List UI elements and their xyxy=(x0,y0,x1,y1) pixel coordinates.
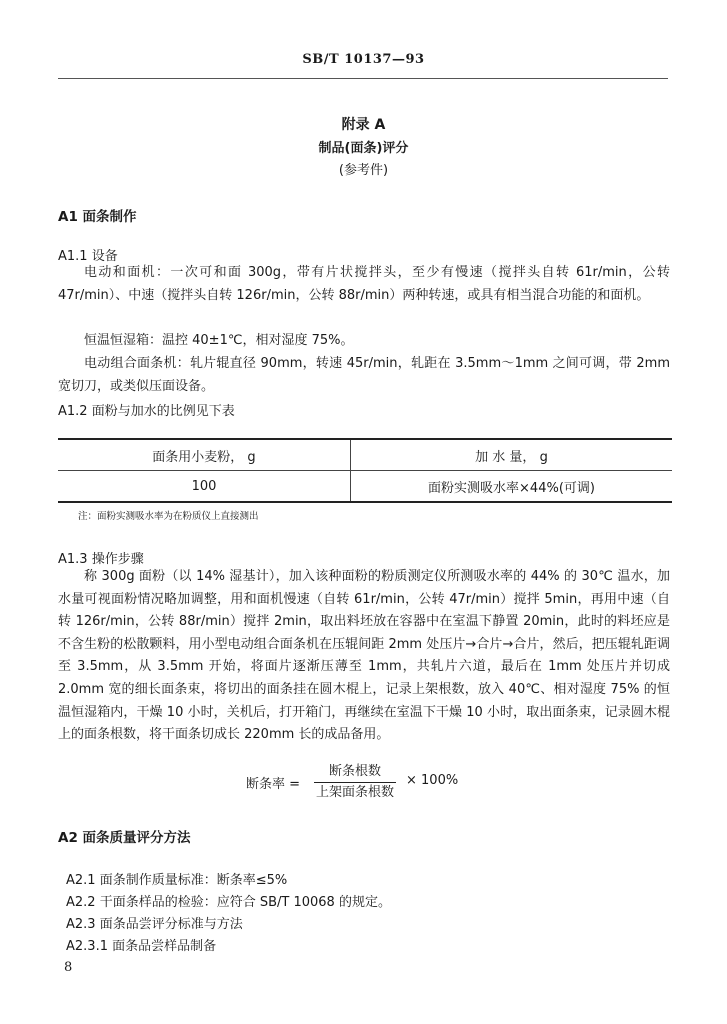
appendix-title: 附录 A xyxy=(341,117,386,133)
a1-1-humidity-paragraph: 恒温恒湿箱：温控 40±1℃，相对湿度 75%。 xyxy=(84,333,354,348)
formula-denominator: 上架面条根数 xyxy=(315,785,394,800)
table-note: 注：面粉实测吸水率为在粉质仪上直接测出 xyxy=(78,511,259,522)
a1-2-heading: A1.2 面粉与加水的比例见下表 xyxy=(58,404,235,419)
fraction-bar xyxy=(314,782,396,783)
flour-water-table xyxy=(58,438,672,503)
table-header-flour: 面条用小麦粉， g xyxy=(58,439,351,471)
appendix-subtitle: 制品(面条)评分 xyxy=(318,141,409,156)
formula-fraction xyxy=(314,763,396,802)
table-cell-water: 面粉实测吸水率×44%(可调) xyxy=(351,471,673,503)
a1-1-mixer-paragraph: 电动和面机：一次可和面 300g，带有片状搅拌头，至少有慢速（搅拌头自转 61r/min，公转 47r/min）、中速（搅拌头自转 126r/min，公转 88r/min）两种转速，或具有相当混合功能的和面机。 xyxy=(58,265,670,303)
break-rate-formula xyxy=(246,763,506,803)
section-a2-heading: A2 面条质量评分方法 xyxy=(58,830,191,846)
formula-lhs: 断条率 = xyxy=(246,777,301,792)
formula-numerator: 断条根数 xyxy=(328,764,381,779)
a1-1-heading: A1.1 设备 xyxy=(58,249,118,264)
a1-1-noodle-machine-paragraph: 电动组合面条机：轧片辊直径 90mm，转速 45r/min，轧距在 3.5mm～1mm 之间可调，带 2mm 宽切刀，或类似压面设备。 xyxy=(58,356,670,394)
standard-code: SB/T 10137—93 xyxy=(302,52,425,67)
a2-3-item: A2.3 面条品尝评分标准与方法 xyxy=(66,917,243,932)
a2-3-1-item: A2.3.1 面条品尝样品制备 xyxy=(66,939,217,954)
header-rule xyxy=(58,78,668,79)
table-header-water: 加 水 量， g xyxy=(351,439,673,471)
a1-3-heading: A1.3 操作步骤 xyxy=(58,552,144,567)
table-cell-flour: 100 xyxy=(58,471,351,503)
appendix-note: (参考件) xyxy=(338,163,389,178)
page-number: 8 xyxy=(64,960,73,975)
a2-1-item: A2.1 面条制作质量标准：断条率≤5% xyxy=(66,873,288,888)
a1-3-procedure-paragraph: 称 300g 面粉（以 14% 湿基计），加入该种面粉的粉质测定仪所测吸水率的 44% 的 30℃ 温水，加水量可视面粉情况略加调整，用和面机慢速（自转 61r/min，公转 47r/min）搅拌 5min，再用中速（自转 126r/min，公转 88r/min）搅拌 2min，取出料坯放在容器中在室温下静置 20min，此时的料坯应是不含生粉的松散颗料，用小型电动组合面条机在压辊间距 2mm 处压片→合片→合片，然后，把压辊轧距调至 3.5mm，从 3.5mm 开始，将面片逐渐压薄至 1mm，共轧片六道，最后在 1mm 处压片并切成 2.0mm 宽的细长面条束，将切出的面条挂在圆木棍上，记录上架根数，放入 40℃、相对湿度 75% 的恒温恒湿箱内，干燥 10 小时，关机后，打开箱门，再继续在室温下干燥 10 小时，取出面条束，记录圆木棍上的面条根数，将干面条切成长 220mm 长的成品备用。 xyxy=(58,569,670,743)
a2-2-item: A2.2 干面条样品的检验：应符合 SB/T 10068 的规定。 xyxy=(66,895,391,910)
section-a1-heading: A1 面条制作 xyxy=(58,209,137,225)
formula-rhs: × 100% xyxy=(406,773,459,788)
